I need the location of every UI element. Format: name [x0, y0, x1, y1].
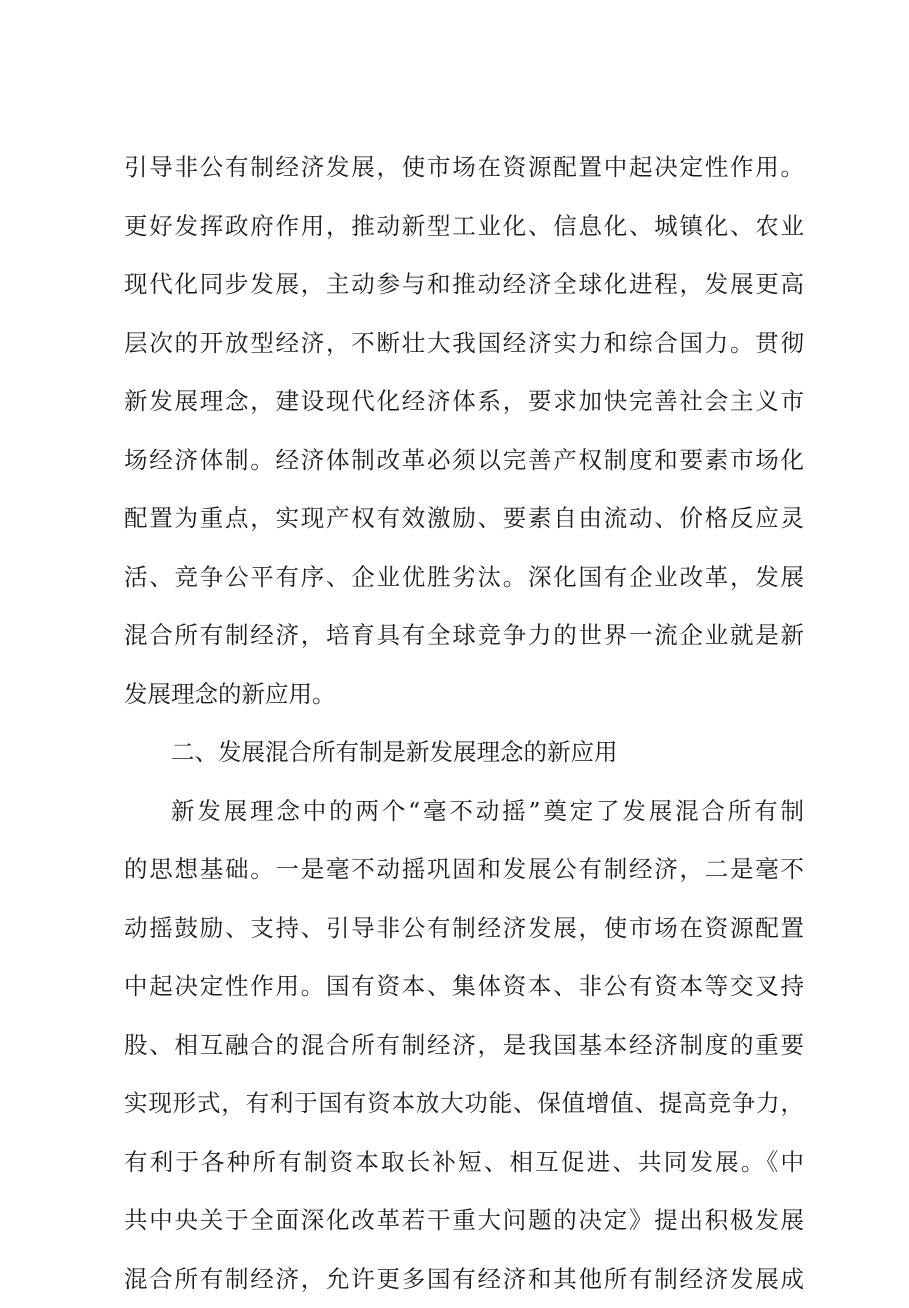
- text-line: 配置为重点，实现产权有效激励、要素自由流动、价格反应灵: [124, 489, 804, 548]
- text-line: 混合所有制经济，允许更多国有经济和其他所有制经济发展成: [124, 1250, 804, 1308]
- text-line: 发展理念的新应用。: [124, 665, 804, 724]
- text-line: 股、相互融合的混合所有制经济，是我国基本经济制度的重要: [124, 1016, 804, 1075]
- text-line: 场经济体制。经济体制改革必须以完善产权制度和要素市场化: [124, 431, 804, 490]
- text-line: 更好发挥政府作用，推动新型工业化、信息化、城镇化、农业: [124, 197, 804, 256]
- text-line: 引导非公有制经济发展，使市场在资源配置中起决定性作用。: [124, 138, 804, 197]
- section-heading: 二、发展混合所有制是新发展理念的新应用: [124, 723, 804, 782]
- paragraph-first-line: 新发展理念中的两个“毫不动摇”奠定了发展混合所有制: [124, 782, 804, 841]
- text-line: 层次的开放型经济，不断壮大我国经济实力和综合国力。贯彻: [124, 314, 804, 373]
- text-line: 中起决定性作用。国有资本、集体资本、非公有资本等交叉持: [124, 957, 804, 1016]
- text-line: 共中央关于全面深化改革若干重大问题的决定》提出积极发展: [124, 1191, 804, 1250]
- text-line: 动摇鼓励、支持、引导非公有制经济发展，使市场在资源配置: [124, 899, 804, 958]
- text-line: 有利于各种所有制资本取长补短、相互促进、共同发展。《中: [124, 1133, 804, 1192]
- text-line: 现代化同步发展，主动参与和推动经济全球化进程，发展更高: [124, 255, 804, 314]
- text-line: 实现形式，有利于国有资本放大功能、保值增值、提高竞争力，: [124, 1074, 804, 1133]
- document-body: [124, 138, 804, 1308]
- text-line: 的思想基础。一是毫不动摇巩固和发展公有制经济，二是毫不: [124, 840, 804, 899]
- text-line: 活、竞争公平有序、企业优胜劣汰。深化国有企业改革，发展: [124, 548, 804, 607]
- text-line: 新发展理念，建设现代化经济体系，要求加快完善社会主义市: [124, 372, 804, 431]
- text-line: 混合所有制经济，培育具有全球竞争力的世界一流企业就是新: [124, 606, 804, 665]
